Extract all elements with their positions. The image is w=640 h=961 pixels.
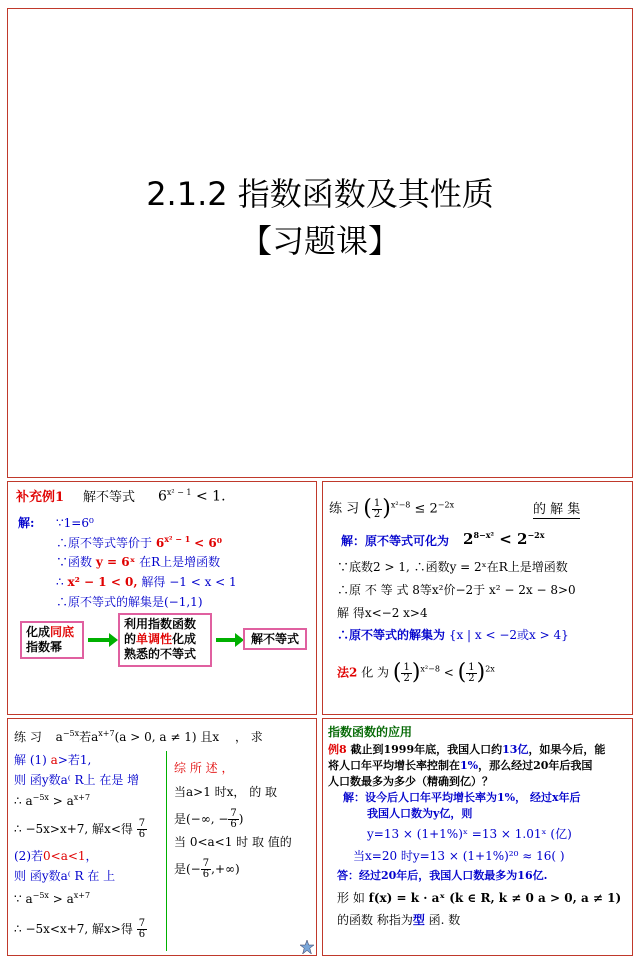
- b-method-2-label: 法2: [337, 665, 358, 680]
- d-sol-a: 解：设: [343, 791, 376, 804]
- problem-exponent: x² − 1: [166, 488, 192, 497]
- prompt-prefix: 练 习: [329, 501, 360, 517]
- step-box-solve: [243, 628, 307, 650]
- c-l7-mid: > a: [52, 892, 74, 906]
- d-form-b: f(x) = k · aˣ (k ∈ R, k ≠ 0 a > 0, a ≠ 1): [368, 891, 622, 905]
- c-r3-post: ): [238, 812, 244, 826]
- b-line6-mid: <: [443, 665, 454, 680]
- c-prompt-exp: −5x: [62, 729, 80, 738]
- prompt-fraction-den: 2: [373, 508, 381, 520]
- b-line-2: ∵底数2 > 1, ∴函数y = 2ˣ在R上是增函数: [337, 560, 568, 574]
- b-line6-fraction-2: [466, 663, 476, 684]
- subtitle-text: 【习题课】: [239, 222, 400, 260]
- c-r5-den: 6: [202, 869, 210, 880]
- d-form-a: 形 如: [337, 891, 365, 905]
- c-l5-c: ，: [85, 849, 98, 863]
- box2-text-b: 的: [124, 632, 137, 646]
- b-line6-text: 化 为: [361, 665, 390, 680]
- b-line5-set: {x | x < −2或x > 4}: [448, 628, 569, 642]
- c-l2: 则 函y数a⁽ R上 在是 增: [14, 773, 140, 787]
- c-r3-den: 6: [230, 819, 237, 830]
- c-l7-base: ∵ a: [14, 892, 33, 906]
- box3-text: 解不等式: [250, 632, 299, 646]
- d-ex-line3: 人口数最多为多少（精确到亿）？: [328, 775, 493, 788]
- step-box-same-base: [20, 621, 84, 659]
- b-line5-prefix: ∴原不等式的解集为: [337, 628, 446, 642]
- star-icon[interactable]: [300, 939, 314, 953]
- c-r3-pre: 是(−∞, −: [174, 812, 229, 826]
- c-l4-text: ∴ −5x>x+7, 解x<得: [14, 822, 133, 836]
- problem-rhs: < 1.: [195, 488, 226, 505]
- c-l5-a: (2)若: [14, 849, 43, 863]
- c-r5-pre: 是(−: [174, 862, 201, 876]
- d-sol-c: 经过: [529, 791, 552, 804]
- d-ex-line2: [328, 759, 592, 772]
- d-ex-line2-b: 1%: [460, 759, 479, 772]
- d-form-line2: [337, 913, 460, 927]
- c-l3-mid: > a: [52, 794, 74, 808]
- d-ex-line2-c: ，那么经过20年后我国: [478, 759, 593, 772]
- solution-line-2: [56, 535, 222, 550]
- solution-label: 解:: [18, 516, 35, 530]
- d-sol2-b: y亿: [433, 807, 451, 820]
- c-l7-exp: −5x: [32, 891, 49, 900]
- c-prompt-base: a: [55, 730, 63, 744]
- c-r5-num: 7: [202, 858, 210, 869]
- d-ex-text1: 截止到1999年底，我国人口约: [350, 743, 503, 756]
- problem-expression: [158, 488, 226, 505]
- b-line6-num: 1: [403, 661, 410, 673]
- prompt-fraction: [372, 499, 382, 520]
- c-l1-a: 解 (1): [14, 753, 47, 767]
- line4-suffix: 解得 −1 < x < 1: [141, 575, 237, 589]
- c-r1: 综 所 述 ，: [174, 761, 234, 775]
- solution-line-4: [56, 575, 237, 589]
- b-line-4: 解 得x<−2 x>4: [337, 606, 428, 620]
- slide-application: [322, 718, 633, 956]
- d-answer: 答：经过20年后，我国人口数最多为16亿.: [337, 869, 548, 882]
- arrow-icon: [216, 638, 236, 642]
- d-ex-num1: 13亿: [502, 743, 529, 756]
- b-line6-den: 2: [403, 672, 410, 684]
- b-line1-mid: < 2: [499, 530, 528, 548]
- b-line6-exp: x²−8: [420, 664, 440, 674]
- c-prompt-prefix: 练 习: [14, 730, 42, 744]
- line4-inequality: x² − 1 < 0,: [67, 575, 138, 589]
- d-eq1: y=13 × (1+1%)ˣ =13 × 1.01ˣ (亿): [367, 827, 572, 841]
- line3-function: y = 6ˣ: [95, 555, 136, 569]
- c-prompt-cond: (a > 0, a ≠ 1) 且x: [114, 730, 220, 744]
- b-line1-exp: 8−x²: [473, 530, 494, 540]
- c-l5-b: 0<a<1: [43, 849, 86, 863]
- d-sol-line2: [367, 807, 472, 820]
- d-sol2-a: 我国人口数为: [367, 807, 433, 820]
- arrow-icon: [88, 638, 110, 642]
- line2-rhs: < 6⁰: [194, 536, 222, 550]
- d-sol-b: 今后人口年平均增长率为1%，: [376, 791, 527, 804]
- b-line-6: 法2 化 为 ( $\frac{1}{2}$ )$^{x^2-8}$ < ( $\frac{1}{2}$ )$^{2x}$: [337, 660, 495, 685]
- d-eq2: 当x=20 时y=13 × (1+1%)²⁰ ≈ 16( ): [353, 849, 565, 863]
- box1-text-c: 指数幂: [26, 640, 63, 654]
- exercise-prompt: 练 习 ( $\frac{1}{2}$ )$^{x^2-8} \le 2^{-2x}$: [329, 496, 455, 521]
- slide-exercise-2: [7, 718, 317, 956]
- b-line-3: ∴原 不 等 式 8等x²价−2于 x² − 2x − 8>0: [337, 583, 576, 597]
- d-ex-label: 例8: [328, 743, 347, 756]
- solution-intro: [341, 534, 449, 548]
- c-r3-num: 7: [230, 808, 237, 819]
- line2-base: 6: [155, 536, 165, 550]
- b-line1-exp2: −2x: [527, 530, 545, 540]
- problem-base: 6: [158, 488, 167, 505]
- c-prompt-suffix: ， 求: [234, 730, 263, 744]
- d-ex-line1: [328, 743, 605, 756]
- c-r5-post: ,+∞): [211, 862, 240, 876]
- solution-line-5: ∴原不等式的解集是(−1,1): [56, 595, 203, 609]
- d-form-e: 函. 数: [428, 913, 461, 927]
- line2-prefix: ∴原不等式等价于: [56, 536, 153, 550]
- prompt-exponent-2: −2x: [437, 500, 455, 510]
- divider: [166, 751, 167, 951]
- box2-text-c: 单调性: [136, 632, 173, 646]
- solution-line-1: ∵1=6⁰: [56, 516, 94, 530]
- b-line6-fraction: [401, 663, 411, 684]
- c-r2: 当a>1 时x， 的 取: [174, 785, 278, 799]
- problem-text: 解不等式: [83, 490, 136, 505]
- c-r4: 当 0<a<1 时 取 值的: [174, 835, 292, 849]
- d-sol-d: x年后: [551, 791, 581, 804]
- b-line-5: [337, 628, 569, 642]
- c-l3-exp: −5x: [32, 793, 49, 802]
- c-l6: 则 函y数a⁽ R 在 上: [14, 869, 116, 883]
- b-line1-base: 2: [463, 530, 474, 548]
- box2-text-a: 利用指数函数: [124, 617, 197, 631]
- c-l8: [14, 919, 147, 940]
- c-l1-c: >若1,: [57, 753, 92, 767]
- b-line6-exp2: 2x: [485, 664, 495, 674]
- c-l8-num: 7: [138, 918, 146, 929]
- c-l7-exp2: x+7: [73, 891, 91, 900]
- line2-exponent: x² − 1: [164, 534, 191, 544]
- example-label: 补充例1: [16, 490, 65, 505]
- box1-text-b: 同底: [50, 625, 75, 639]
- c-l4: [14, 819, 147, 840]
- c-l3-base: ∴ a: [14, 794, 33, 808]
- b-line1-prefix: 解：原不等式可化为: [341, 534, 450, 548]
- b-line6-num-2: 1: [468, 661, 475, 673]
- c-l3-exp2: x+7: [73, 793, 91, 802]
- d-form-d: 型: [412, 913, 425, 927]
- d-heading: 指数函数的应用: [328, 725, 413, 739]
- c-l5: [14, 849, 98, 863]
- title-text: 2.1.2 指数函数及其性质: [146, 175, 494, 213]
- c-l4-den: 6: [138, 829, 146, 840]
- c-r3: [174, 809, 243, 830]
- c-prompt-exp2: x+7: [98, 729, 115, 738]
- c-prompt: [14, 729, 263, 744]
- line3-prefix: ∵函数: [56, 555, 93, 569]
- c-l8-text: ∴ −5x<x+7, 解x>得: [14, 922, 133, 936]
- d-form-c: 的函数 称指为: [337, 913, 413, 927]
- b-line1-expression: [463, 530, 545, 548]
- prompt-middle: ≤ 2: [414, 501, 438, 517]
- c-l1: [14, 753, 91, 767]
- box1-text-a: 化成: [26, 625, 51, 639]
- prompt-fraction-num: 1: [373, 497, 381, 509]
- c-l4-num: 7: [138, 818, 146, 829]
- prompt-exponent: x²−8: [390, 500, 411, 510]
- d-form-line: [337, 891, 621, 905]
- d-ex-line2-a: 将人口年平均增长率控制在: [328, 759, 460, 772]
- slide-exercise-1: [322, 481, 633, 715]
- box2-text-d: 化成: [172, 632, 197, 646]
- b-line6-den-2: 2: [468, 672, 475, 684]
- c-r5: [174, 859, 240, 880]
- line4-prefix: ∴: [56, 575, 64, 589]
- c-l3: [14, 793, 90, 808]
- title-slide: [7, 8, 633, 478]
- prompt-suffix: 的 解 集: [533, 502, 581, 517]
- solution-line-3: [56, 555, 220, 569]
- box2-text-e: 熟悉的不等式: [124, 647, 197, 661]
- slide-supplement-example: [7, 481, 317, 715]
- step-box-monotonic: [118, 613, 212, 667]
- d-sol-line1: [343, 791, 581, 804]
- line3-suffix: 在R上是增函数: [139, 555, 221, 569]
- c-l1-b: a: [50, 753, 58, 767]
- c-l8-den: 6: [138, 929, 146, 940]
- c-prompt-mid: 若a: [79, 730, 99, 744]
- d-sol2-c: ，则: [450, 807, 473, 820]
- c-l7: [14, 891, 90, 906]
- d-ex-text2: ，如果今后，能: [528, 743, 606, 756]
